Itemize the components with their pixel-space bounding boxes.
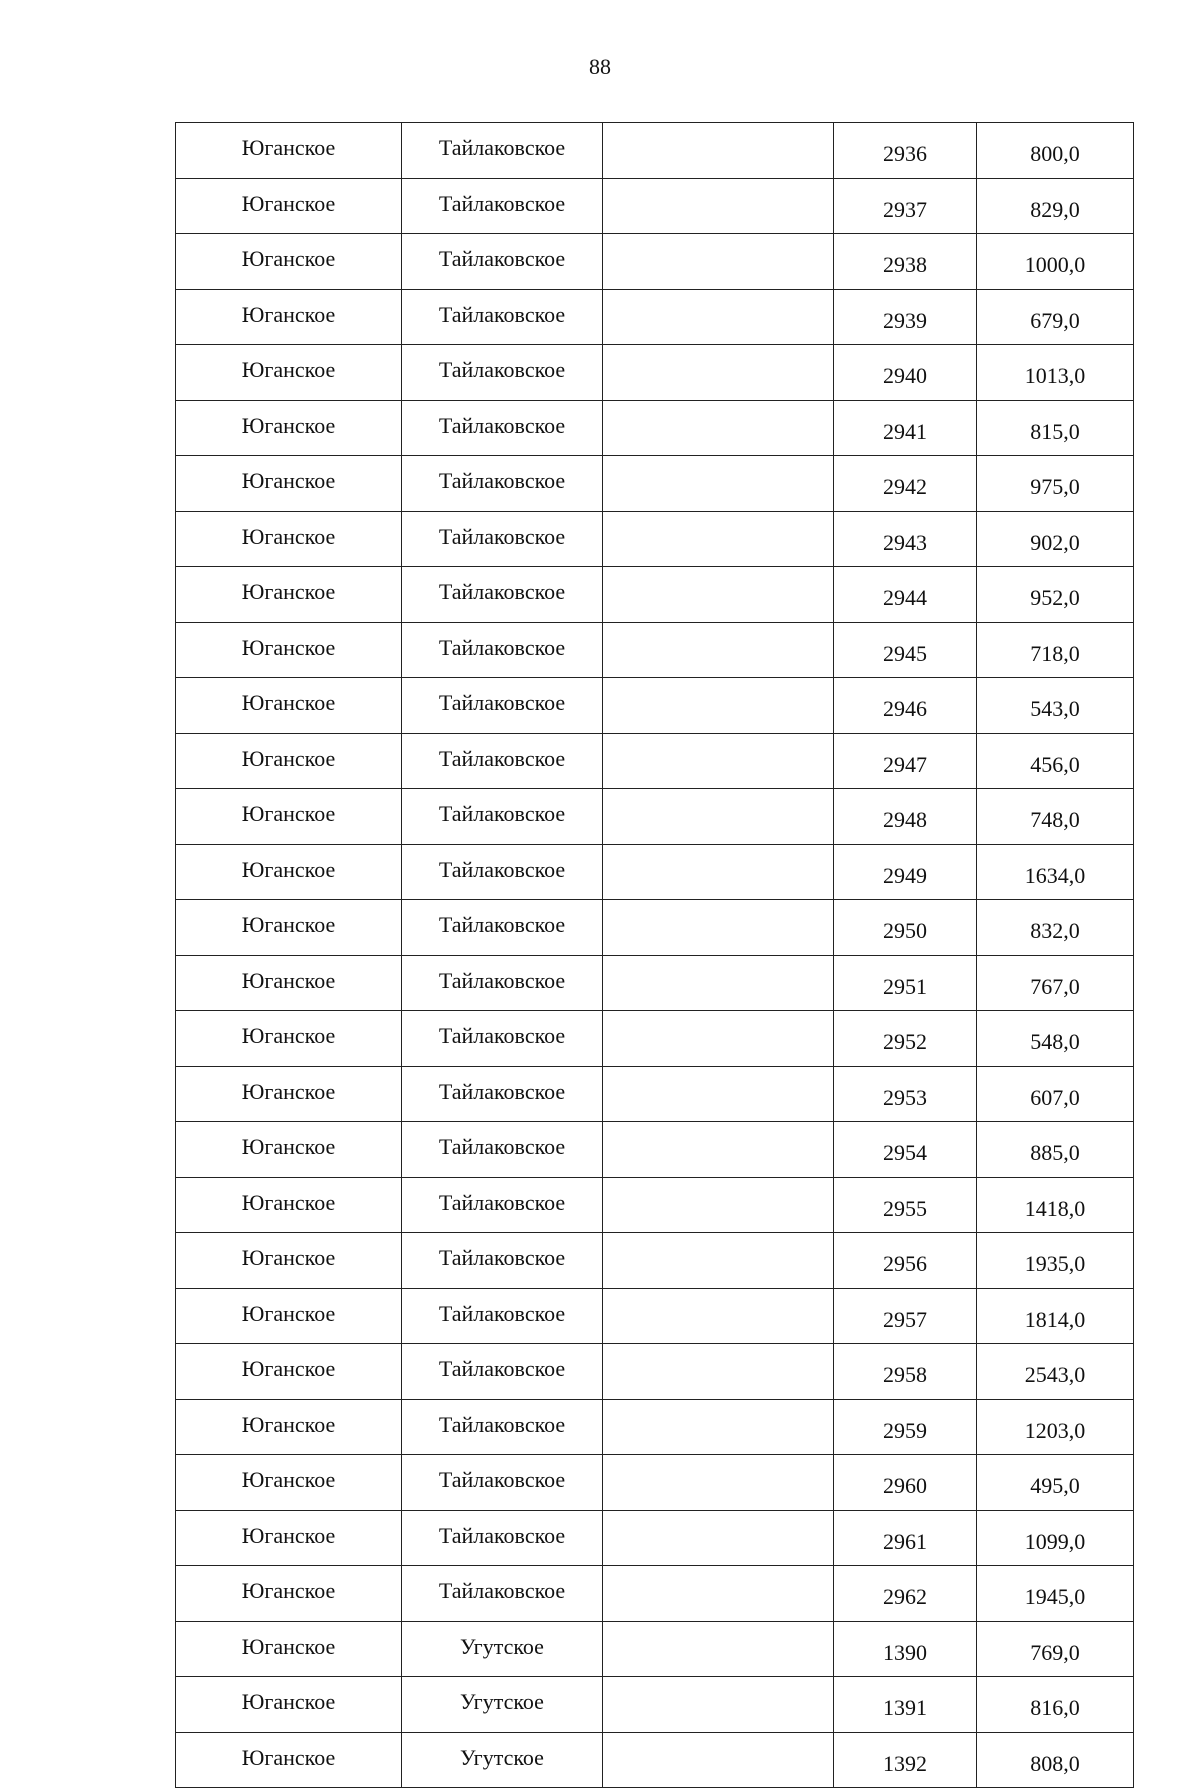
id-cell: 2937 xyxy=(834,178,977,234)
value-cell: 829,0 xyxy=(977,178,1134,234)
table-row xyxy=(176,733,1134,789)
id-cell: 2961 xyxy=(834,1510,977,1566)
region-cell: Юганское xyxy=(176,456,402,512)
table-row xyxy=(176,1177,1134,1233)
field-cell: Тайлаковское xyxy=(402,511,603,567)
field-cell: Тайлаковское xyxy=(402,678,603,734)
note-cell xyxy=(603,1066,834,1122)
field-cell: Тайлаковское xyxy=(402,456,603,512)
field-cell: Тайлаковское xyxy=(402,1177,603,1233)
table-row xyxy=(176,123,1134,179)
region-cell: Юганское xyxy=(176,733,402,789)
note-cell xyxy=(603,1510,834,1566)
region-cell: Юганское xyxy=(176,400,402,456)
region-cell: Юганское xyxy=(176,955,402,1011)
region-cell: Юганское xyxy=(176,1177,402,1233)
table-row xyxy=(176,900,1134,956)
note-cell xyxy=(603,678,834,734)
value-cell: 769,0 xyxy=(977,1621,1134,1677)
note-cell xyxy=(603,456,834,512)
value-cell: 1814,0 xyxy=(977,1288,1134,1344)
value-cell: 902,0 xyxy=(977,511,1134,567)
note-cell xyxy=(603,567,834,623)
region-cell: Юганское xyxy=(176,567,402,623)
region-cell: Юганское xyxy=(176,1510,402,1566)
region-cell: Юганское xyxy=(176,178,402,234)
id-cell: 2958 xyxy=(834,1344,977,1400)
table-row xyxy=(176,1122,1134,1178)
note-cell xyxy=(603,1621,834,1677)
field-cell: Тайлаковское xyxy=(402,234,603,290)
note-cell xyxy=(603,178,834,234)
id-cell: 2956 xyxy=(834,1233,977,1289)
value-cell: 1634,0 xyxy=(977,844,1134,900)
field-cell: Тайлаковское xyxy=(402,1011,603,1067)
value-cell: 679,0 xyxy=(977,289,1134,345)
id-cell: 2942 xyxy=(834,456,977,512)
id-cell: 2955 xyxy=(834,1177,977,1233)
value-cell: 1935,0 xyxy=(977,1233,1134,1289)
note-cell xyxy=(603,1455,834,1511)
field-cell: Тайлаковское xyxy=(402,345,603,401)
note-cell xyxy=(603,289,834,345)
note-cell xyxy=(603,955,834,1011)
region-cell: Юганское xyxy=(176,1288,402,1344)
field-cell: Тайлаковское xyxy=(402,400,603,456)
note-cell xyxy=(603,1566,834,1622)
region-cell: Юганское xyxy=(176,622,402,678)
id-cell: 1391 xyxy=(834,1677,977,1733)
field-cell: Тайлаковское xyxy=(402,1288,603,1344)
value-cell: 1203,0 xyxy=(977,1399,1134,1455)
region-cell: Юганское xyxy=(176,1732,402,1788)
region-cell: Юганское xyxy=(176,900,402,956)
id-cell: 2952 xyxy=(834,1011,977,1067)
value-cell: 767,0 xyxy=(977,955,1134,1011)
table-row xyxy=(176,678,1134,734)
id-cell: 2957 xyxy=(834,1288,977,1344)
field-cell: Тайлаковское xyxy=(402,1122,603,1178)
id-cell: 2940 xyxy=(834,345,977,401)
note-cell xyxy=(603,1399,834,1455)
value-cell: 607,0 xyxy=(977,1066,1134,1122)
table-row xyxy=(176,955,1134,1011)
table-row xyxy=(176,1288,1134,1344)
table-row xyxy=(176,789,1134,845)
note-cell xyxy=(603,1677,834,1733)
note-cell xyxy=(603,1732,834,1788)
note-cell xyxy=(603,123,834,179)
id-cell: 2936 xyxy=(834,123,977,179)
table-row xyxy=(176,1344,1134,1400)
note-cell xyxy=(603,1177,834,1233)
region-cell: Юганское xyxy=(176,1455,402,1511)
field-cell: Тайлаковское xyxy=(402,844,603,900)
id-cell: 2941 xyxy=(834,400,977,456)
id-cell: 1392 xyxy=(834,1732,977,1788)
note-cell xyxy=(603,733,834,789)
field-cell: Тайлаковское xyxy=(402,789,603,845)
region-cell: Юганское xyxy=(176,1122,402,1178)
field-cell: Тайлаковское xyxy=(402,1566,603,1622)
field-cell: Тайлаковское xyxy=(402,1399,603,1455)
region-cell: Юганское xyxy=(176,289,402,345)
id-cell: 2949 xyxy=(834,844,977,900)
table-row xyxy=(176,567,1134,623)
note-cell xyxy=(603,1011,834,1067)
id-cell: 2959 xyxy=(834,1399,977,1455)
region-cell: Юганское xyxy=(176,1344,402,1400)
note-cell xyxy=(603,1122,834,1178)
value-cell: 1099,0 xyxy=(977,1510,1134,1566)
id-cell: 2944 xyxy=(834,567,977,623)
note-cell xyxy=(603,1233,834,1289)
table-body xyxy=(176,123,1134,1788)
field-cell: Тайлаковское xyxy=(402,567,603,623)
id-cell: 2962 xyxy=(834,1566,977,1622)
id-cell: 2939 xyxy=(834,289,977,345)
field-cell: Тайлаковское xyxy=(402,622,603,678)
id-cell: 2954 xyxy=(834,1122,977,1178)
data-table xyxy=(175,122,1134,1788)
id-cell: 2951 xyxy=(834,955,977,1011)
table-row xyxy=(176,1455,1134,1511)
note-cell xyxy=(603,511,834,567)
note-cell xyxy=(603,1344,834,1400)
table-row xyxy=(176,345,1134,401)
region-cell: Юганское xyxy=(176,678,402,734)
value-cell: 1000,0 xyxy=(977,234,1134,290)
value-cell: 456,0 xyxy=(977,733,1134,789)
id-cell: 2950 xyxy=(834,900,977,956)
note-cell xyxy=(603,400,834,456)
region-cell: Юганское xyxy=(176,1066,402,1122)
table-row xyxy=(176,622,1134,678)
value-cell: 952,0 xyxy=(977,567,1134,623)
value-cell: 808,0 xyxy=(977,1732,1134,1788)
field-cell: Тайлаковское xyxy=(402,178,603,234)
value-cell: 885,0 xyxy=(977,1122,1134,1178)
table-row xyxy=(176,1677,1134,1733)
table-row xyxy=(176,1566,1134,1622)
region-cell: Юганское xyxy=(176,345,402,401)
value-cell: 1418,0 xyxy=(977,1177,1134,1233)
id-cell: 2948 xyxy=(834,789,977,845)
region-cell: Юганское xyxy=(176,123,402,179)
table-row xyxy=(176,844,1134,900)
region-cell: Юганское xyxy=(176,844,402,900)
id-cell: 2938 xyxy=(834,234,977,290)
table-row xyxy=(176,1233,1134,1289)
note-cell xyxy=(603,1288,834,1344)
field-cell: Тайлаковское xyxy=(402,1344,603,1400)
table-row xyxy=(176,289,1134,345)
id-cell: 2946 xyxy=(834,678,977,734)
value-cell: 800,0 xyxy=(977,123,1134,179)
id-cell: 2943 xyxy=(834,511,977,567)
field-cell: Угутское xyxy=(402,1677,603,1733)
table-row xyxy=(176,1399,1134,1455)
field-cell: Угутское xyxy=(402,1621,603,1677)
region-cell: Юганское xyxy=(176,789,402,845)
region-cell: Юганское xyxy=(176,1677,402,1733)
id-cell: 2945 xyxy=(834,622,977,678)
field-cell: Тайлаковское xyxy=(402,289,603,345)
note-cell xyxy=(603,789,834,845)
note-cell xyxy=(603,900,834,956)
table-row xyxy=(176,234,1134,290)
field-cell: Тайлаковское xyxy=(402,1066,603,1122)
table-row xyxy=(176,1732,1134,1788)
note-cell xyxy=(603,622,834,678)
value-cell: 1945,0 xyxy=(977,1566,1134,1622)
table-row xyxy=(176,456,1134,512)
value-cell: 543,0 xyxy=(977,678,1134,734)
value-cell: 748,0 xyxy=(977,789,1134,845)
value-cell: 2543,0 xyxy=(977,1344,1134,1400)
table-row xyxy=(176,1510,1134,1566)
table-row xyxy=(176,511,1134,567)
field-cell: Тайлаковское xyxy=(402,123,603,179)
region-cell: Юганское xyxy=(176,234,402,290)
table-row xyxy=(176,1011,1134,1067)
field-cell: Тайлаковское xyxy=(402,1510,603,1566)
value-cell: 975,0 xyxy=(977,456,1134,512)
region-cell: Юганское xyxy=(176,1233,402,1289)
field-cell: Тайлаковское xyxy=(402,733,603,789)
value-cell: 718,0 xyxy=(977,622,1134,678)
value-cell: 832,0 xyxy=(977,900,1134,956)
value-cell: 548,0 xyxy=(977,1011,1134,1067)
field-cell: Тайлаковское xyxy=(402,1233,603,1289)
field-cell: Угутское xyxy=(402,1732,603,1788)
note-cell xyxy=(603,345,834,401)
table-row xyxy=(176,1621,1134,1677)
note-cell xyxy=(603,234,834,290)
table-row xyxy=(176,178,1134,234)
table-row xyxy=(176,1066,1134,1122)
table-row xyxy=(176,400,1134,456)
region-cell: Юганское xyxy=(176,1399,402,1455)
field-cell: Тайлаковское xyxy=(402,1455,603,1511)
value-cell: 816,0 xyxy=(977,1677,1134,1733)
page-number: 88 xyxy=(589,54,611,79)
note-cell xyxy=(603,844,834,900)
id-cell: 2960 xyxy=(834,1455,977,1511)
id-cell: 2953 xyxy=(834,1066,977,1122)
region-cell: Юганское xyxy=(176,1566,402,1622)
value-cell: 495,0 xyxy=(977,1455,1134,1511)
region-cell: Юганское xyxy=(176,1621,402,1677)
value-cell: 815,0 xyxy=(977,400,1134,456)
value-cell: 1013,0 xyxy=(977,345,1134,401)
field-cell: Тайлаковское xyxy=(402,900,603,956)
region-cell: Юганское xyxy=(176,511,402,567)
field-cell: Тайлаковское xyxy=(402,955,603,1011)
id-cell: 1390 xyxy=(834,1621,977,1677)
region-cell: Юганское xyxy=(176,1011,402,1067)
id-cell: 2947 xyxy=(834,733,977,789)
